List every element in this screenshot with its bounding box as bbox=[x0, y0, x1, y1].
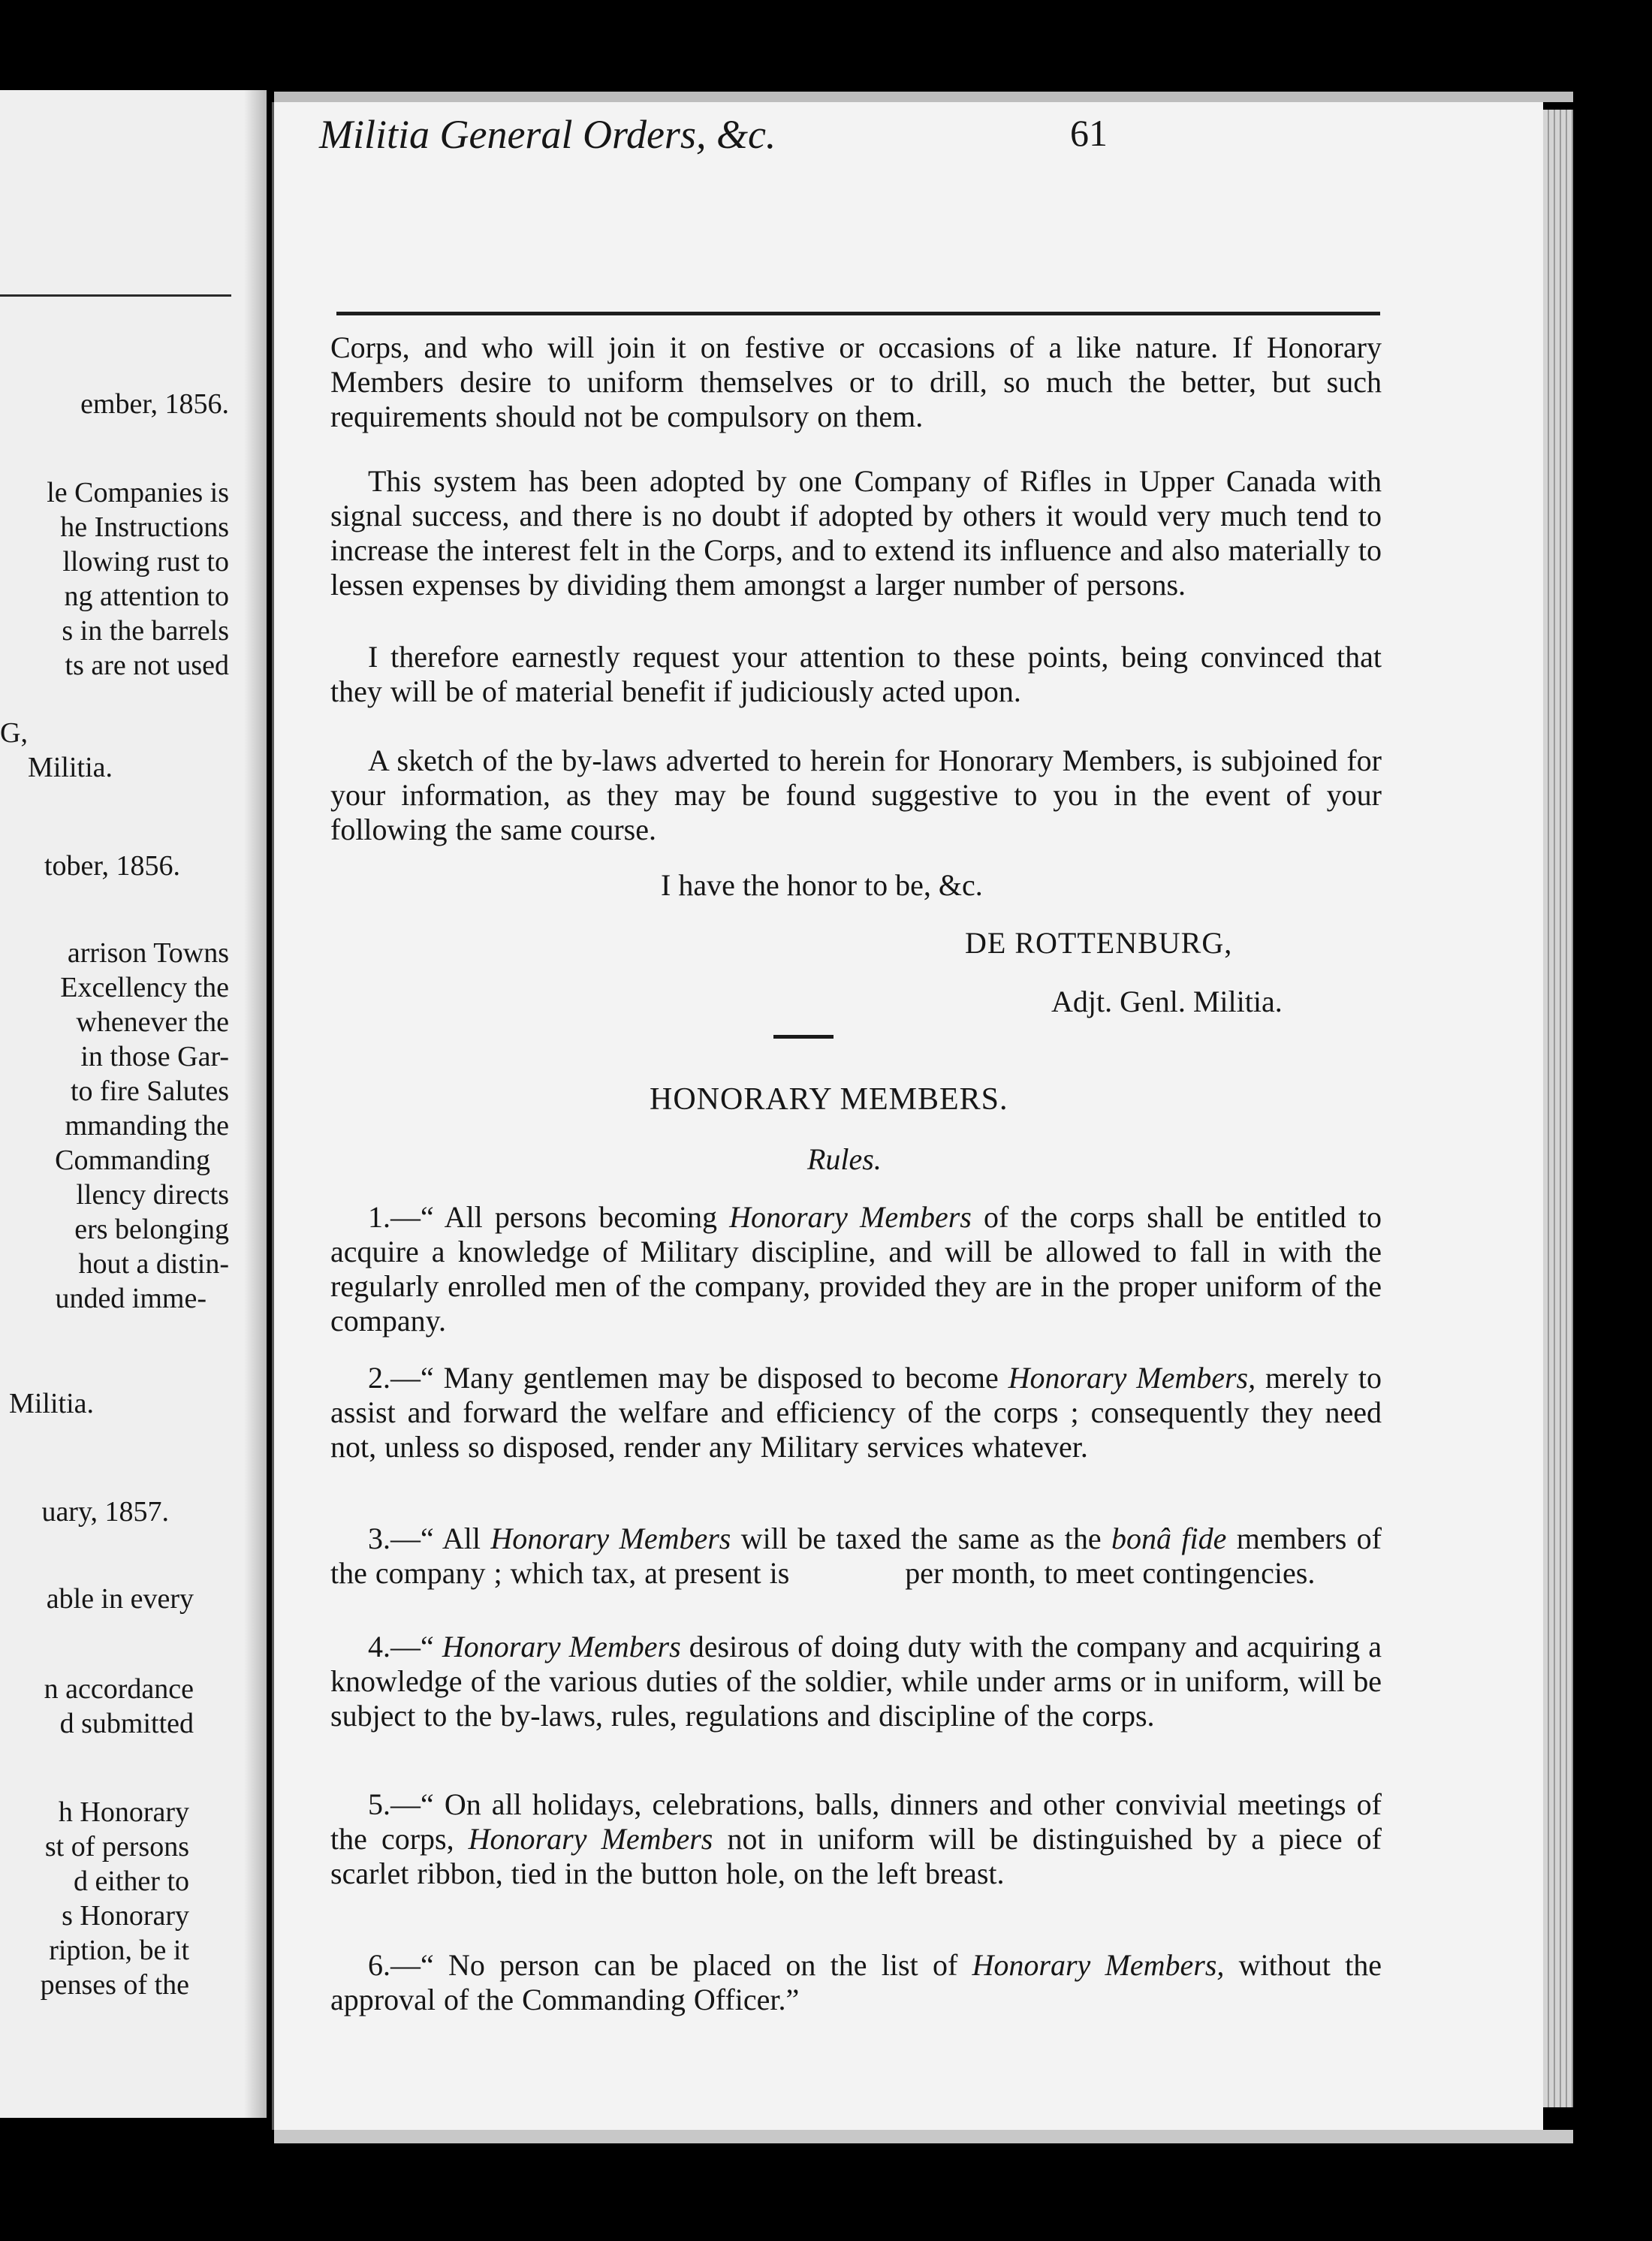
left-line: s in the barrels bbox=[62, 615, 229, 647]
left-line: llency directs bbox=[76, 1179, 229, 1211]
signature-title: Adjt. Genl. Militia. bbox=[1051, 985, 1283, 1018]
paragraph: Corps, and who will join it on festive or occasions of a like nature. If Honorary Members desire to uniform themselves or to drill, so much the better, but such requirements should not be compulsory on them. bbox=[330, 330, 1382, 433]
paragraph: A sketch of the by-laws adverted to herein for Honorary Members, is subjoined for your information, as they may be found suggestive to you in the event of your following the same course. bbox=[330, 743, 1382, 846]
rule-item: 4.—“ Honorary Members desirous of doing duty with the company and acquiring a knowledge of the various duties of the soldier, while under arms or in uniform, will be subject to the by-laws, rules, regulations and discipline of the corps. bbox=[330, 1630, 1382, 1733]
left-line: to fire Salutes bbox=[70, 1075, 229, 1107]
left-line: unded imme- bbox=[55, 1283, 206, 1314]
page-edges-stack bbox=[1543, 110, 1573, 2107]
paragraph: I therefore earnestly request your attention to these points, being convinced that they will be of material benefit if judiciously acted upon. bbox=[330, 640, 1382, 708]
left-line: penses of the bbox=[40, 1969, 189, 2001]
section-divider bbox=[773, 1035, 834, 1039]
page-edge-bottom bbox=[274, 2130, 1573, 2143]
header-rule bbox=[336, 312, 1380, 315]
left-line: ng attention to bbox=[64, 581, 229, 612]
left-line: able in every bbox=[46, 1583, 194, 1615]
rule-item: 2.—“ Many gentlemen may be disposed to become Honorary Members, merely to assist and forward the welfare and efficiency of the corps ; consequently they need not, unless so disposed, render any Military services whatever. bbox=[330, 1361, 1382, 1464]
left-line: Excellency the bbox=[60, 972, 229, 1003]
rule-item: 5.—“ On all holidays, celebrations, balls, dinners and other convivial meetings of the corps, Honorary Members not in uniform will be distinguished by a piece of scarlet ribbon, tied in the button hole, on the left breast. bbox=[330, 1787, 1382, 1890]
left-line: Militia. bbox=[28, 752, 113, 783]
left-line: ription, be it bbox=[49, 1935, 189, 1966]
running-title: Militia General Orders, &c. bbox=[319, 112, 776, 157]
left-line: ember, 1856. bbox=[80, 388, 229, 420]
section-heading: HONORARY MEMBERS. bbox=[650, 1082, 1008, 1117]
paragraph: This system has been adopted by one Company of Rifles in Upper Canada with signal success, and there is no doubt if adopted by others it would very much tend to increase the interest felt in the Corps, and to extend its influence and also materially to lessen expenses by dividing them amongst a larger number of persons. bbox=[330, 464, 1382, 602]
gutter-shadow bbox=[244, 90, 267, 2118]
left-line: ers belonging bbox=[74, 1214, 229, 1245]
left-line: Militia. bbox=[9, 1388, 94, 1419]
rule-item: 1.—“ All persons becoming Honorary Members of the corps shall be entitled to acquire a knowledge of Military discipline, and will be allowed to fall in with the regularly enrolled men of the company, provided they are in the proper uniform of the company. bbox=[330, 1200, 1382, 1338]
left-line: llowing rust to bbox=[62, 546, 229, 578]
page-edge-top bbox=[274, 92, 1573, 102]
left-line: st of persons bbox=[44, 1831, 189, 1862]
left-line: G, bbox=[0, 717, 28, 749]
left-line: in those Gar- bbox=[80, 1041, 229, 1072]
section-subheading: Rules. bbox=[807, 1142, 882, 1176]
left-line: n accordance bbox=[44, 1673, 194, 1705]
left-line: ts are not used bbox=[65, 650, 229, 681]
left-line: tober, 1856. bbox=[44, 850, 180, 882]
left-line: d submitted bbox=[59, 1708, 194, 1739]
left-line: whenever the bbox=[76, 1006, 229, 1038]
left-line: hout a distin- bbox=[78, 1248, 229, 1280]
page-number: 61 bbox=[1070, 112, 1108, 154]
left-line: s Honorary bbox=[62, 1900, 189, 1932]
left-page-header-rule bbox=[0, 294, 231, 297]
rule-item: 3.—“ All Honorary Members will be taxed the same as the bonâ fide members of the company ; which tax, at present is per month, to meet contingencies. bbox=[330, 1522, 1382, 1590]
rule-item: 6.—“ No person can be placed on the list of Honorary Members, without the approval of the Commanding Officer.” bbox=[330, 1948, 1382, 2016]
signature-name: DE ROTTENBURG, bbox=[965, 926, 1233, 960]
left-line: he Instructions bbox=[60, 511, 229, 543]
closing-line: I have the honor to be, &c. bbox=[661, 868, 983, 902]
left-line: arrison Towns bbox=[67, 937, 229, 969]
left-line: h Honorary bbox=[58, 1796, 189, 1828]
left-line: uary, 1857. bbox=[41, 1496, 169, 1528]
left-line: le Companies is bbox=[47, 477, 229, 508]
left-line: Commanding bbox=[55, 1145, 210, 1176]
left-line: d either to bbox=[73, 1865, 189, 1897]
left-line: mmanding the bbox=[65, 1110, 229, 1142]
previous-page-fragment bbox=[0, 90, 267, 2118]
running-head bbox=[319, 111, 1295, 171]
